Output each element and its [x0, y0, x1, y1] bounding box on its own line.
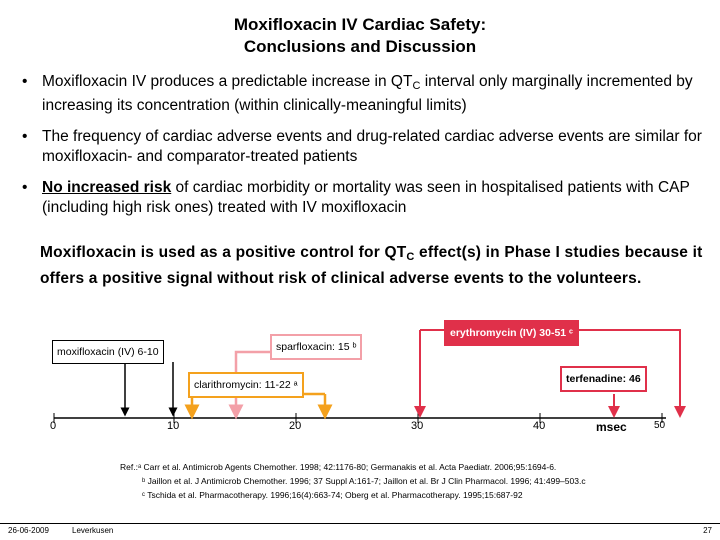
tick-label-20: 20	[289, 420, 302, 432]
bullet-3: • No increased risk of cardiac morbidity or mortality was seen in hospitalised patients with CAP (including high risk ones) treated with IV moxifloxacin	[22, 179, 690, 216]
positive-control-note: Moxifloxacin is used as a positive control for $QT_C$ effect(s) in Phase I studies because it offers a positive signal without risk of clinical adverse events to the volunteers.	[40, 244, 703, 287]
bullet-dot-icon: •	[22, 179, 28, 196]
title-line-1: Moxifloxacin IV Cardiac Safety:	[233, 15, 487, 34]
tick-label-30: 30	[411, 420, 424, 432]
page-number: 27	[703, 526, 712, 535]
erythromycin-label-box: erythromycin (IV) 30-51 ᶜ	[444, 320, 579, 346]
moxifloxacin-label-box: moxifloxacin (IV) 6-10	[52, 340, 164, 364]
references	[120, 460, 586, 502]
reference-c: ᶜ Tschida et al. Pharmacotherapy. 1996;16(4):663-74; Oberg et al. Pharmacotherapy. 1995;15:687-92	[142, 490, 523, 500]
clarithromycin-label-box: clarithromycin: 11-22 ᵃ	[188, 372, 304, 398]
title-line-2: Conclusions and Discussion	[243, 37, 477, 56]
bullet-dot-icon: •	[22, 128, 28, 145]
bullet-1: • Moxifloxacin IV produces a predictable increase in $QT_C$ interval only marginally incremented by increasing its concentration (within clinically-meaningful limits)	[22, 73, 693, 114]
reference-b: ᵇ Jaillon et al. J Antimicrob Chemother. 1996; 37 Suppl A:161-7; Jaillon et al. Br J Clin Pharmacol. 1996; 41:499–503.c	[142, 476, 586, 486]
axis-unit-label: msec	[596, 420, 627, 434]
footer-divider	[0, 523, 720, 524]
tick-label-40: 40	[533, 420, 546, 432]
footer-location: Leverkusen	[72, 526, 114, 535]
moxifloxacin-range	[125, 362, 173, 412]
sparfloxacin-label-box: sparfloxacin: 15 ᵇ	[270, 334, 362, 360]
terfenadine-label-box: terfenadine: 46	[560, 366, 647, 392]
footer-date: 26-06-2009	[8, 526, 49, 535]
bullet-2: • The frequency of cardiac adverse events and drug-related cardiac adverse events are similar for moxifloxacin- and comparator-treated patients	[22, 128, 702, 165]
bullet-dot-icon: •	[22, 73, 28, 90]
tick-label-50: 50	[654, 420, 666, 431]
reference-a: Ref.:ᵃ Carr et al. Antimicrob Agents Chemother. 1998; 42:1176-80; Germanakis et al. Acta Paediatr. 2006;95:1694-6.	[120, 462, 557, 472]
no-increased-risk-text: No increased risk	[42, 179, 172, 196]
tick-label-10: 10	[167, 420, 180, 432]
tick-label-0: 0	[50, 420, 57, 432]
